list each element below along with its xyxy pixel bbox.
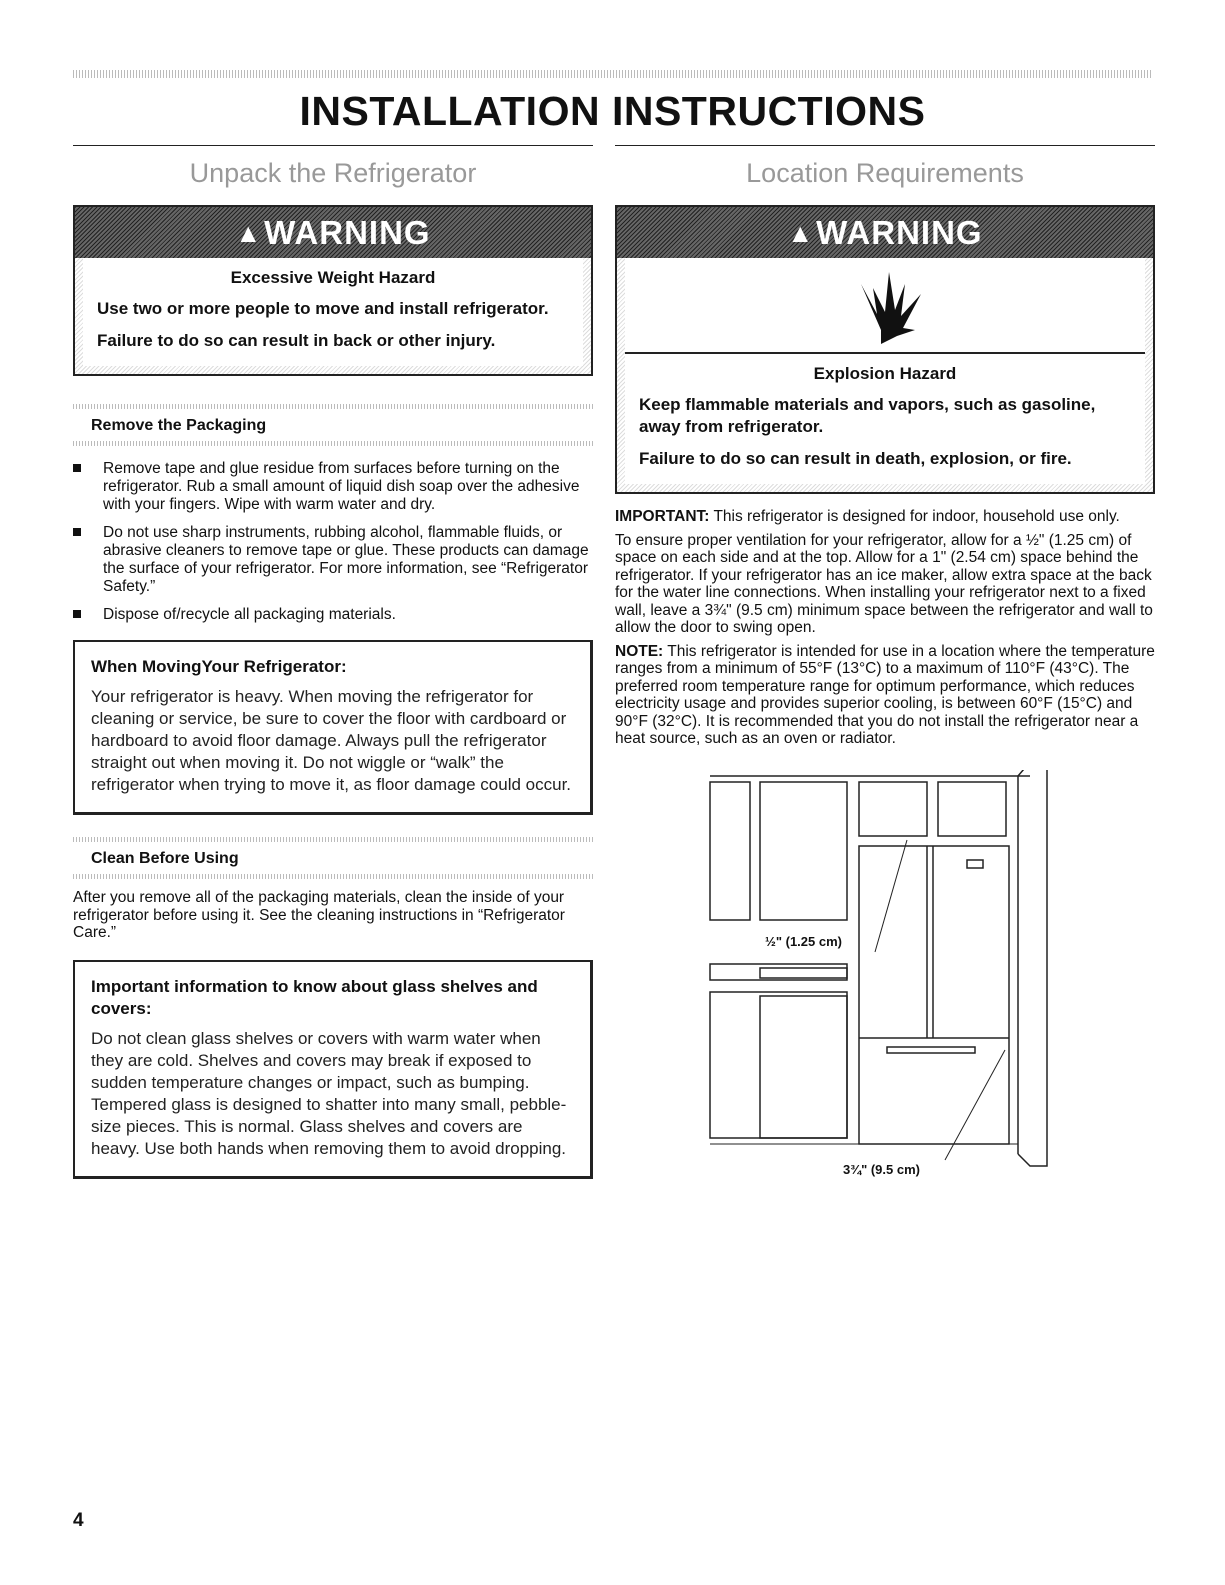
moving-note-box [73, 640, 593, 815]
list-item: Dispose of/recycle all packaging materials. [73, 606, 593, 624]
packaging-list [73, 460, 593, 624]
packaging-heading: Remove the Packaging [91, 417, 267, 434]
ventilation-paragraph: To ensure proper ventilation for your refrigerator, allow for a ½" (1.25 cm) of space on each side and at the top. Allow for a 1" (2.54 cm) space behind the refrigerator. If your refrigerator has an ice maker, allow extra space at the back for the water line connections. When installing your refrigerator next to a fixed wall, leave a 3¾" (9.5 cm) minimum space between the refrigerator and wall to allow the door to swing open. [615, 531, 1153, 636]
warning-header: ▲WARNING [75, 207, 591, 258]
warning-triangle-icon: ▲ [235, 218, 263, 248]
warning-line-2: Failure to do so can result in back or other injury. [97, 331, 496, 350]
important-paragraph: IMPORTANT: This refrigerator is designed for indoor, household use only. [615, 508, 1120, 525]
warning-line-1: Keep flammable materials and vapors, such as gasoline, away from refrigerator. [639, 395, 1096, 436]
clearance-diagram [615, 770, 1155, 1180]
packaging-subhead [73, 404, 593, 446]
page-title: INSTALLATION INSTRUCTIONS [299, 88, 926, 134]
hazard-title: Explosion Hazard [813, 364, 957, 383]
warning-triangle-icon: ▲ [787, 218, 815, 248]
warning-header: ▲WARNING [617, 207, 1153, 258]
glass-note-box [73, 960, 593, 1179]
section-title-unpack: Unpack the Refrigerator [189, 158, 477, 188]
warning-line-1: Use two or more people to move and install refrigerator. [97, 299, 549, 318]
clean-heading: Clean Before Using [91, 850, 239, 867]
glass-note-title: Important information to know about glass shelves and covers: [91, 976, 538, 1018]
weight-warning-box [73, 205, 593, 376]
explosion-warning-box [615, 205, 1155, 494]
clean-subhead [73, 837, 593, 879]
right-column [615, 145, 1155, 1185]
list-item: Remove tape and glue residue from surfaces before turning on the refrigerator. Rub a small amount of liquid dish soap over the adhesive with your fingers. Wipe with warm water and dry. [73, 460, 593, 514]
section-title-location: Location Requirements [746, 158, 1024, 188]
top-dotted-band [73, 70, 1153, 78]
hazard-title: Excessive Weight Hazard [230, 268, 436, 287]
glass-note-text: Do not clean glass shelves or covers with warm water when they are cold. Shelves and covers may break if exposed to sudden temperature changes or impact, such as bumping. Tempered glass is designed to shatter into many small, pebble-size pieces. This is normal. Glass shelves and covers are heavy. Use both hands when removing them to avoid dropping. [91, 1028, 567, 1158]
note-paragraph: NOTE: This refrigerator is intended for use in a location where the temperature ranges from a minimum of 55°F (13°C) to a maximum of 110°F (43°C). The preferred room temperature range for optimum performance, which reduces electricity usage and provides superior cooling, is between 60°F (15°C) and 90°F (32°C). It is recommended that you do not install the refrigerator near a heat source, such as an oven or radiator. [615, 642, 1155, 747]
left-column [73, 145, 593, 1179]
moving-note-text: Your refrigerator is heavy. When moving the refrigerator for cleaning or service, be sure to cover the floor with cardboard or hardboard to avoid floor damage. Always pull the refrigerator straight out when moving it. Do not wiggle or “walk” the refrigerator when trying to move it, as floor damage could occur. [91, 687, 572, 794]
wall-gap-label: 3¾" (9.5 cm) [843, 1161, 920, 1177]
explosion-icon [851, 264, 931, 350]
list-item: Do not use sharp instruments, rubbing alcohol, flammable fluids, or abrasive cleaners to remove tape or glue. These products can damage the surface of your refrigerator. For more information, see “Refrigerator Safety.” [73, 524, 593, 596]
page-number: 4 [73, 1510, 84, 1531]
moving-note-title: When MovingYour Refrigerator: [91, 657, 347, 676]
warning-line-2: Failure to do so can result in death, explosion, or fire. [639, 449, 1072, 468]
clean-text: After you remove all of the packaging materials, clean the inside of your refrigerator before using it. See the cleaning instructions in “Refrigerator Care.” [73, 889, 565, 941]
side-gap-label: ½" (1.25 cm) [765, 933, 842, 949]
